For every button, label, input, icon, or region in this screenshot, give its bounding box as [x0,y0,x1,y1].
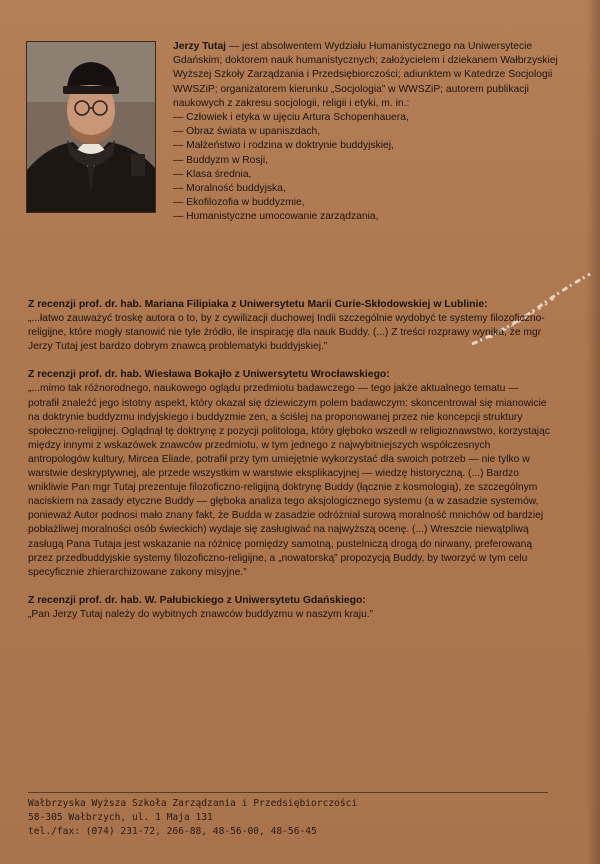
review-text: „...łatwo zauważyć troskę autora o to, by z cywilizacji duchowej Indii szczególnie wydobyć te systemy filozoficzno-religijne, które mogły stanowić nie tyle źródło, ile inspirację dla nauk Buddy. (...) Z treści rozprawy wynika, że mgr Jerzy Tutaj jest bardzo dobrym znawcą problematyki buddyjskiej.” [28,313,545,353]
review-heading: Z recenzji prof. dr. hab. Wiesława Bokajło z Uniwersytetu Wrocławskiego: [28,369,390,381]
author-intro [173,40,573,111]
review-palubicki [28,594,550,622]
author-bio [173,40,573,225]
publisher-address: 58-305 Wałbrzych, ul. 1 Maja 131 [28,812,213,823]
publication-item: — Moralność buddyjska, [173,183,286,195]
author-name: Jerzy Tutaj [173,41,227,52]
review-text: „Pan Jerzy Tutaj należy do wybitnych znawców buddyzmu w naszym kraju.” [28,608,374,620]
review-bokajlo [28,368,550,579]
publication-item: — Humanistyczne umocowanie zarządzania, [173,211,379,223]
publisher-phone: tel./fax: (074) 231-72, 266-88, 48-56-00, 48-56-45 [28,826,317,837]
review-text: „...mimo tak różnorodnego, naukowego oglądu przedmiotu badawczego — tego jakże aktualnego tematu — potrafił znaleźć jego istotny aspekt, który okazał się dziewiczym polem badawczym: skoncentrował się mianowicie na doktrynie buddyzmu indyjskiego i buddyzmie zen, a ściślej na proponowanej przez nie koncepcji struktury społeczno-religijnej. Oglądnął tę doktrynę z pozycji politologa, który głęboko wszedł w religioznawstwo, korzystając między innymi z wskazówek znawców przedmiotu, w tym jednego z najwybitniejszych współczesnych antropologów kultury, Mircea Eliade, potrafił przy tym umiejętnie wykorzystać dla swoich potrzeb — nie tylko w warstwie deskryptywnej, ale przede wszystkim w warstwie eksplikacyjnej — wiedzę historyczną. (...) Bardzo wnikliwie Pan mgr Tutaj prezentuje filozoficzno-religijną doktrynę Buddy (łącznie z kosmologią), ze szczególnym naciskiem na zasady etyczne Buddy — głęboka analiza tego aksjologicznego systemu (a w zasadzie systemów, ponieważ Autor podnosi mało znany fakt, że Budda w zasadzie odróżniał surową moralność mnichów od bardziej pobłażliwej moralności osób świeckich) wydaje się zasługiwać na najwyższą ocenę. (...) Wreszcie niewątpliwą zasługą Pana Tutaja jest wskazanie na różnicę pomiędzy samotną, pustelniczą drogą do nirwany, preferowaną przez przedbuddyjskie systemy filozoficzno-religijne, a „nowatorską” propozycją Buddy, by tworzyć w tym celu specyficznie zhierarchizowane zakony misyjne.” [28,383,550,578]
publication-item: — Człowiek i etyka w ujęciu Artura Schopenhauera, [173,112,409,124]
reviews-section [28,298,550,636]
publication-item: — Małżeństwo i rodzina w doktrynie buddyjskiej, [173,140,394,152]
author-description: — jest absolwentem Wydziału Humanistycznego na Uniwersytecie Gdańskim; doktorem nauk humanistycznych; założycielem i dziekanem Wałbrzyskiej Wyższej Szkoły Zarządzania i Przedsiębiorczości; adiunktem w Katedrze Socjologii WWSZiP; organizatorem kierunku „Socjologia” w WWSZiP; autorem publikacji naukowych z zakresu socjologii, religii i etyki, m. in.: [173,41,558,109]
review-heading: Z recenzji prof. dr. hab. W. Pałubickiego z Uniwersytetu Gdańskiego: [28,594,366,606]
publication-list [173,111,573,225]
review-filipiak [28,298,550,354]
publication-item: — Obraz świata w upaniszdach, [173,126,321,138]
review-heading: Z recenzji prof. dr. hab. Mariana Filipiaka z Uniwersytetu Marii Curie-Skłodowskiej w Lublinie: [28,299,488,310]
publisher-footer [28,792,548,839]
publication-item: — Buddyzm w Rosji, [173,154,268,166]
publisher-name: Wałbrzyska Wyższa Szkoła Zarządzania i Przedsiębiorczości [28,798,358,809]
author-photo [26,41,156,213]
cover-edge-shadow [586,0,600,864]
publication-item: — Klasa średnia, [173,168,252,180]
publication-item: — Ekofilozofia w buddyzmie, [173,197,305,209]
